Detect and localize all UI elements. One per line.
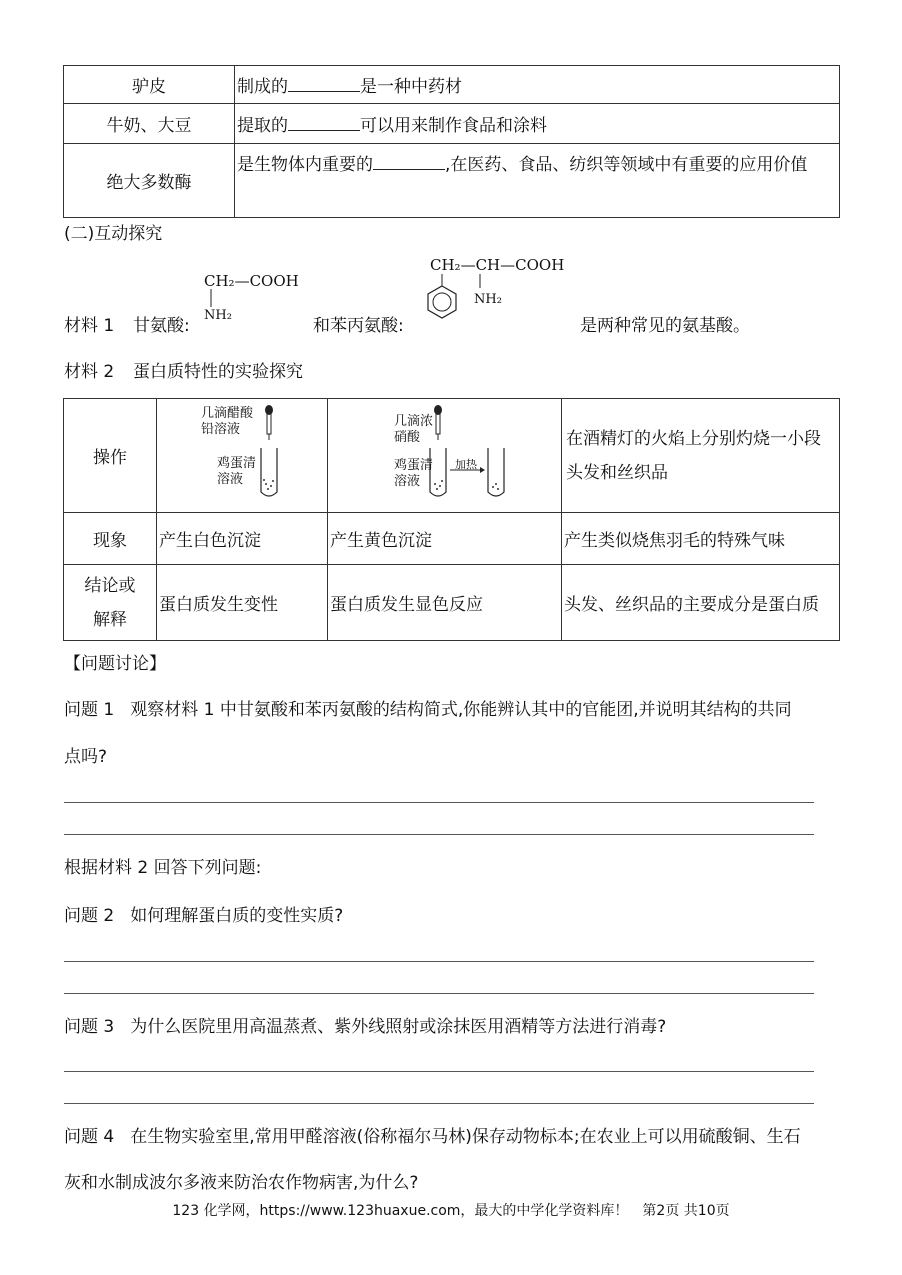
source-cell [64,144,235,218]
question-text: 为什么医院里用高温蒸煮、紫外线照射或涂抹医用酒精等方法进行消毒? [130,1017,667,1037]
answer-line[interactable] [64,834,814,835]
phenomenon-text: 产生黄色沉淀 [330,531,432,551]
answer-line[interactable] [64,802,814,803]
source-label: 绝大多数酶 [106,173,192,193]
phenomenon-text: 产生类似烧焦羽毛的特殊气味 [564,531,785,551]
page-footer: 123 化学网，https://www.123huaxue.com，最大的中学化学资料库！ 第2页 共10页 [172,1203,730,1219]
answer-line[interactable] [64,961,814,962]
question-text: 在生物实验室里,常用甲醛溶液(俗称福尔马林)保存动物标本;在农业上可以用硫酸铜、生石 [130,1127,801,1147]
row-header-label: 操作 [93,448,127,468]
row-header-label: 现象 [93,531,127,551]
section-title: (二)互动探究 [64,224,163,244]
question-2 [64,901,343,926]
reagent-line: 铅溶液 [201,421,241,437]
conclusion-cell [328,565,562,641]
use-text-pre: 是生物体内重要的 [237,155,373,175]
glycine-bond [204,287,218,309]
row-header-conclusion [64,565,157,641]
phenomenon-cell [562,513,840,565]
operation-text: 在酒精灯的火焰上分别灼烧一小段头发和丝织品 [566,428,821,483]
conclusion-cell [562,565,840,641]
glycine-formula-top: CH₂—COOH [204,272,299,290]
dropper-and-tube-icon [257,402,287,502]
question-number: 问题 1 [64,700,115,720]
dropper-tube-heat-icon [428,404,508,504]
question-4 [64,1122,801,1147]
operation-cell-2 [328,399,562,513]
sample-line: 溶液 [217,471,244,487]
phenylalanine-label: 和苯丙氨酸: [313,316,404,336]
reagent-line: 几滴醋酸 [201,405,254,421]
material2-label: 材料 2 [64,362,115,382]
material1-label: 材料 1 [64,316,115,336]
material2-intro: 根据材料 2 回答下列问题: [64,858,262,878]
experiment-table [63,398,840,641]
material1-tail: 是两种常见的氨基酸。 [580,316,750,336]
reagent-label [201,406,253,438]
conclusion-text: 蛋白质发生变性 [159,595,278,615]
use-text-post: 可以用来制作食品和涂料 [360,116,547,136]
glycine-nh2: NH₂ [204,308,232,323]
use-cell [235,144,840,218]
use-text-pre: 提取的 [237,116,288,136]
conclusion-text: 头发、丝织品的主要成分是蛋白质 [564,595,819,615]
row-header-label: 结论或 解释 [84,575,136,630]
reagent-line: 硝酸 [394,429,421,445]
use-text-pre: 制成的 [237,77,288,97]
phenylalanine-nh2: NH₂ [474,292,502,307]
use-text-post: ,在医药、食品、纺织等领域中有重要的应用价值 [445,155,808,175]
phenomenon-text: 产生白色沉淀 [159,531,261,551]
glycine-label: 甘氨酸: [133,316,190,336]
use-cell [235,104,840,144]
conclusion-cell [157,565,328,641]
operation-cell-3 [562,399,840,513]
uses-table [63,65,840,218]
question-number: 问题 4 [64,1127,115,1147]
fill-blank[interactable] [288,113,360,131]
source-cell [64,104,235,144]
sample-line: 溶液 [394,473,421,489]
question-number: 问题 3 [64,1017,115,1037]
material2-title: 蛋白质特性的实验探究 [133,362,303,382]
phenomenon-cell [328,513,562,565]
sample-label [217,456,256,488]
phenylalanine-formula-top: CH₂—CH—COOH [430,256,565,274]
source-label: 牛奶、大豆 [106,116,192,136]
phenomenon-cell [157,513,328,565]
question-4-cont: 灰和水制成波尔多液来防治农作物病害,为什么? [64,1173,419,1193]
answer-line[interactable] [64,1071,814,1072]
fill-blank[interactable] [373,152,445,170]
question-number: 问题 2 [64,906,115,926]
use-text-post: 是一种中药材 [360,77,462,97]
operation-cell-1 [157,399,328,513]
fill-blank[interactable] [288,74,360,92]
reagent-line: 几滴浓 [394,413,434,429]
answer-line[interactable] [64,993,814,994]
heat-label: 加热 [455,457,477,471]
question-text: 如何理解蛋白质的变性实质? [130,906,344,926]
sample-line: 鸡蛋清 [217,455,257,471]
source-cell [64,66,235,104]
question-text: 观察材料 1 中甘氨酸和苯丙氨酸的结构简式,你能辨认其中的官能团,并说明其结构的共同 [130,700,792,720]
conclusion-text: 蛋白质发生显色反应 [330,595,483,615]
question-3 [64,1012,666,1037]
question-1-cont: 点吗? [64,747,108,767]
answer-line[interactable] [64,1103,814,1104]
question-1 [64,695,792,720]
sample-line: 鸡蛋清 [394,457,434,473]
row-header-operation [64,399,157,513]
row-header-phenomenon [64,513,157,565]
use-cell [235,66,840,104]
discussion-title: 【问题讨论】 [64,654,166,674]
source-label: 驴皮 [132,77,166,97]
